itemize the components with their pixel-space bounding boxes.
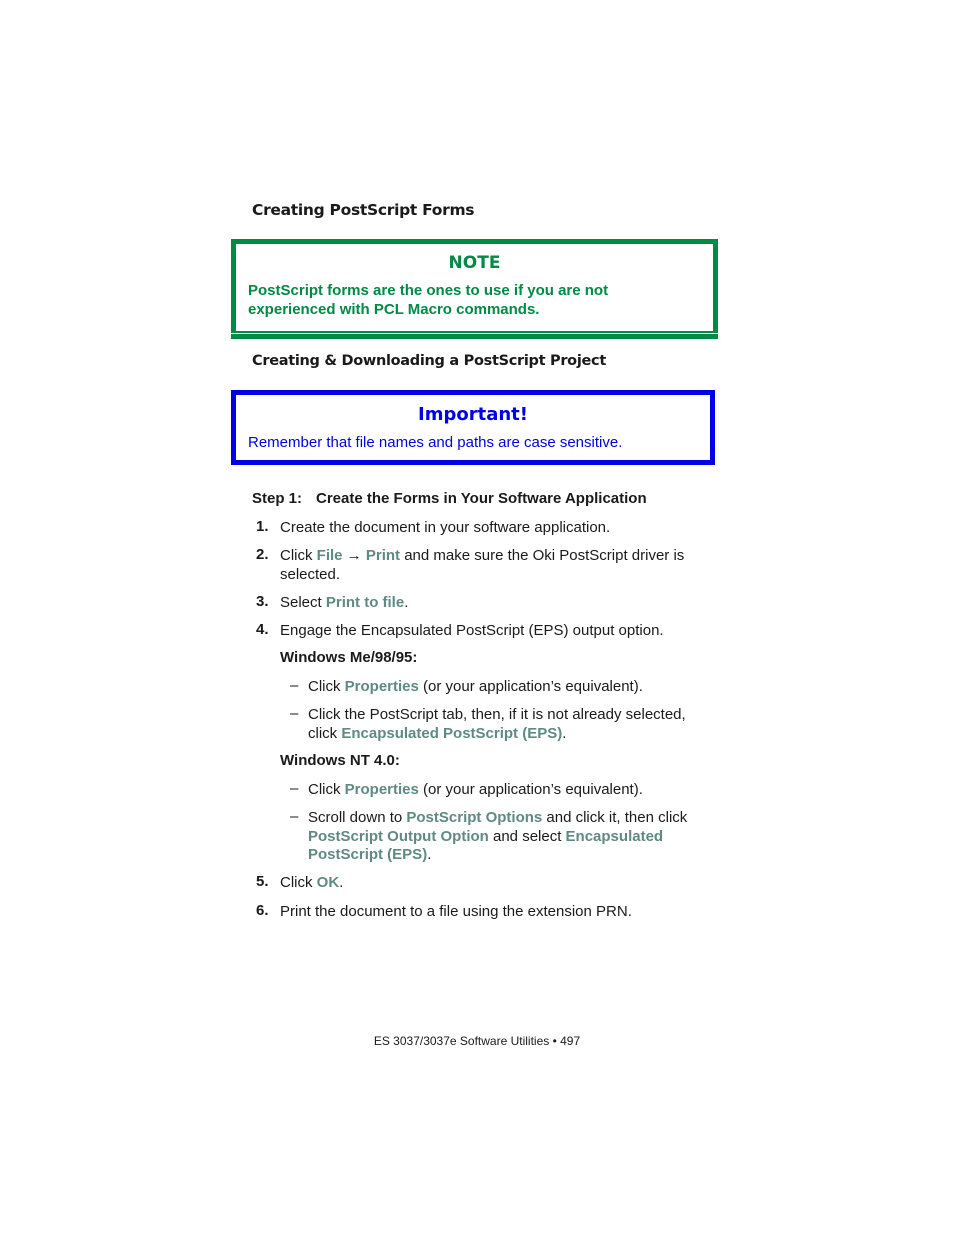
bullet-text (308, 780, 643, 799)
important-text: Remember that file names and paths are case sensitive. (248, 434, 623, 451)
text-run: Click (308, 781, 345, 798)
text-run: . (404, 594, 409, 611)
important-box (231, 390, 715, 465)
important-title: Important! (418, 404, 528, 425)
windows-nt-heading: Windows NT 4.0: (280, 752, 400, 769)
text-run: Scroll down to (308, 809, 407, 826)
postscript-eps-reference: PostScript (EPS) (308, 846, 428, 863)
print-menu-reference: Print (365, 547, 401, 564)
item-text (280, 873, 343, 892)
item-text (280, 546, 684, 565)
postscript-output-option-reference: PostScript Output Option (308, 828, 489, 845)
text-run: . (339, 874, 344, 891)
step-title: Create the Forms in Your Software Application (316, 490, 647, 507)
text-run: Click (308, 678, 345, 695)
text-run: Click (280, 547, 317, 564)
item-number: 5. (256, 873, 269, 890)
file-menu-reference: File (316, 547, 343, 564)
item-text (280, 593, 408, 612)
item-text: Print the document to a file using the extension PRN. (280, 903, 632, 920)
arrow: → (342, 547, 366, 564)
eps-reference: Encapsulated PostScript (EPS) (341, 725, 563, 742)
bullet-text-continued (308, 724, 566, 743)
section-title: Creating PostScript Forms (252, 201, 475, 219)
encapsulated-reference: Encapsulated (565, 828, 664, 845)
dash-bullet: – (290, 808, 299, 825)
bullet-text-continued (308, 827, 663, 846)
item-number: 3. (256, 593, 269, 610)
text-run: and select (488, 828, 566, 845)
bullet-text: Click the PostScript tab, then, if it is not already selected, (308, 706, 686, 723)
step-heading (252, 490, 647, 507)
note-text: PostScript forms are the ones to use if you are not experienced with PCL Macro commands. (248, 282, 609, 318)
ok-button-reference: OK (316, 874, 340, 891)
text-run: Click (280, 874, 317, 891)
windows-98-heading: Windows Me/98/95: (280, 649, 418, 666)
item-number: 1. (256, 518, 269, 535)
print-to-file-reference: Print to file (325, 594, 405, 611)
dash-bullet: – (290, 705, 299, 722)
note-box (231, 239, 718, 333)
properties-reference: Properties (344, 678, 419, 695)
item-number: 4. (256, 621, 269, 638)
text-run: and make sure the Oki PostScript driver is (400, 547, 685, 564)
text-run: Select (280, 594, 326, 611)
postscript-options-reference: PostScript Options (406, 809, 543, 826)
step-label: Step 1: (252, 490, 303, 507)
subsection-title: Creating & Downloading a PostScript Project (252, 353, 606, 369)
item-text: Engage the Encapsulated PostScript (EPS) output option. (280, 622, 664, 639)
text-run: . (562, 725, 567, 742)
text-run: (or your application’s equivalent). (418, 678, 643, 695)
dash-bullet: – (290, 780, 299, 797)
item-text: Create the document in your software application. (280, 519, 611, 536)
note-box-bottom-border (231, 334, 718, 339)
page-footer: ES 3037/3037e Software Utilities • 497 (373, 1034, 581, 1048)
text-run: (or your application’s equivalent). (418, 781, 643, 798)
item-number: 2. (256, 546, 269, 563)
bullet-text (308, 677, 643, 696)
bullet-text-continued (308, 845, 431, 864)
bullet-text (308, 808, 687, 827)
dash-bullet: – (290, 677, 299, 694)
text-run: click (308, 725, 342, 742)
text-run: and click it, then click (542, 809, 688, 826)
item-text-continued: selected. (280, 566, 341, 583)
item-number: 6. (256, 902, 269, 919)
note-title: NOTE (448, 253, 501, 273)
properties-reference: Properties (344, 781, 419, 798)
text-run: . (427, 846, 432, 863)
